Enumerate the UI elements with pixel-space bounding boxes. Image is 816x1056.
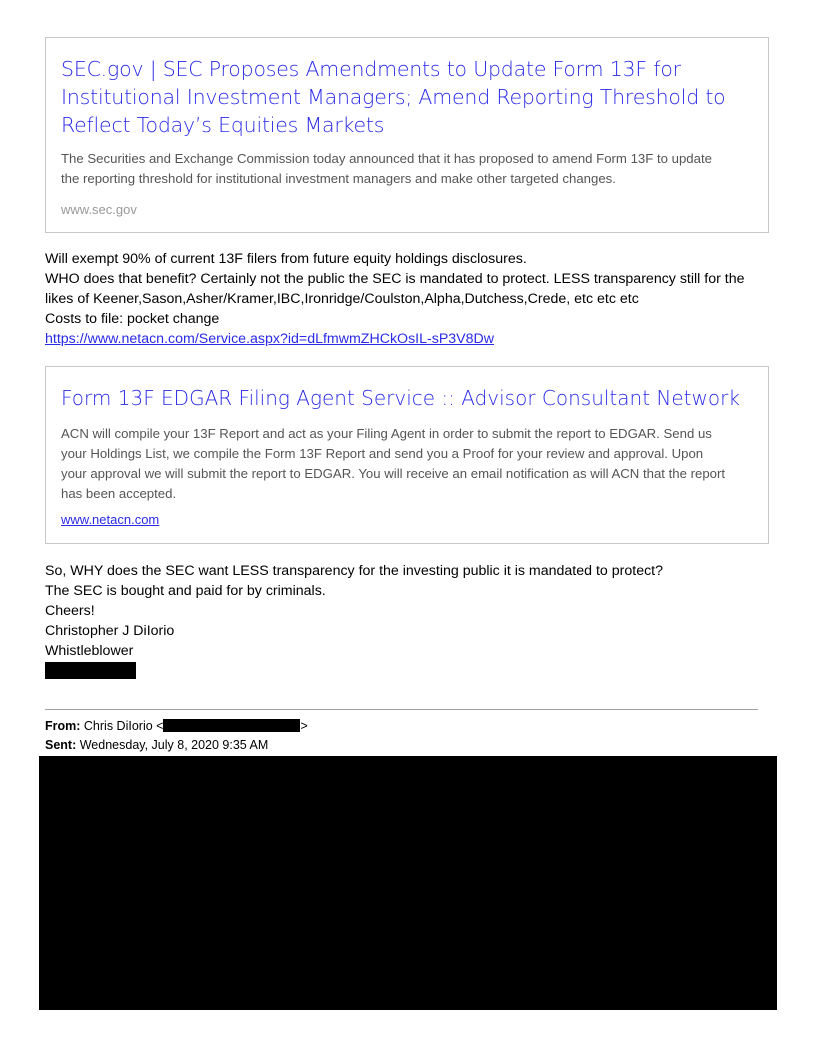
from-line [45,718,308,734]
body-line: The SEC is bought and paid for by criminals. [45,583,326,599]
sent-value: Wednesday, July 8, 2020 9:35 AM [79,738,269,752]
sent-line [45,737,268,753]
email-body-closing [45,561,775,661]
from-close: > [300,719,308,733]
body-line: Will exempt 90% of current 13F filers from future equity holdings disclosures. [45,251,527,267]
sent-label: Sent: [45,738,77,752]
divider [45,709,758,710]
from-label: From: [45,719,81,733]
from-value: Chris DiIorio < [83,719,164,733]
link-preview-card-sec[interactable] [45,37,769,233]
link-preview-card-acn[interactable] [45,366,769,544]
card-description: The Securities and Exchange Commission today announced that it has proposed to amend Form 13F to update the reporting threshold for institutional investment managers and make other targeted changes. [61,151,712,186]
signature-name: Christopher J DiIorio [45,623,175,639]
card-domain: www.sec.gov [61,202,137,217]
body-line: Costs to file: pocket change [45,311,220,327]
card-title[interactable]: SEC.gov | SEC Proposes Amendments to Update Form 13F for Institutional Investment Managers; Amend Reporting Threshold to Reflect Today’s Equities Markets [61,57,726,137]
email-body-paragraph [45,249,775,349]
redaction-box [163,719,300,732]
body-line: So, WHY does the SEC want LESS transparency for the investing public it is mandated to protect? [45,563,664,579]
body-line: WHO does that benefit? Certainly not the public the SEC is mandated to protect. LESS transparency still for the likes of Keener,Sason,Asher/Kramer,IBC,Ironridge/Coulston,Alpha,Dutchess,Crede, etc etc etc [45,271,745,307]
card-description: ACN will compile your 13F Report and act as your Filing Agent in order to submit the report to EDGAR. Send us your Holdings List, we compile the Form 13F Report and send you a Proof for your review and approval. Upon your approval we will submit the report to EDGAR. You will receive an email notification as will ACN that the report has been accepted. [61,426,726,501]
netacn-link[interactable]: https://www.netacn.com/Service.aspx?id=dLfmwmZHCkOsIL-sP3V8Dw [45,331,495,347]
redaction-box [45,662,136,679]
signature-title: Whistleblower [45,643,134,659]
body-line: Cheers! [45,603,95,619]
card-title[interactable]: Form 13F EDGAR Filing Agent Service :: Advisor Consultant Network [61,386,740,410]
card-domain-link[interactable]: www.netacn.com [61,512,160,527]
redaction-box-large [39,756,777,1010]
